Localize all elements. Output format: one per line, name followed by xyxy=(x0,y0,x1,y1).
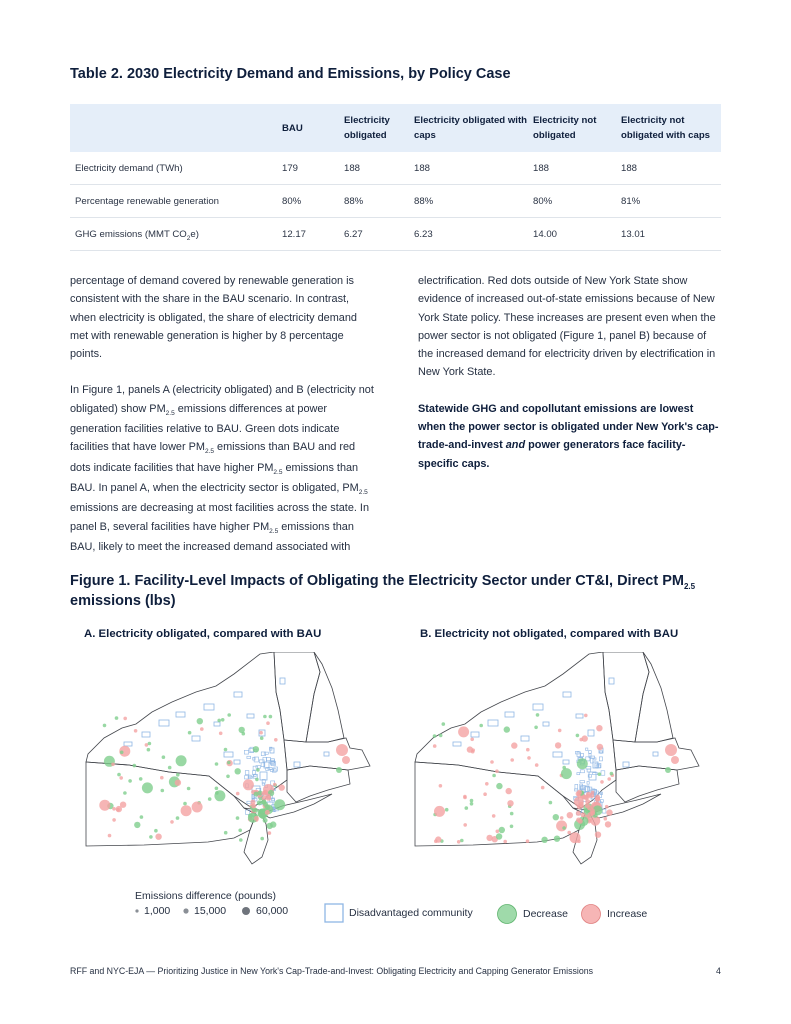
decrease-facility-dot xyxy=(260,814,265,819)
increase-facility-dot xyxy=(251,804,256,809)
decrease-facility-dot xyxy=(147,748,151,752)
decrease-facility-dot xyxy=(239,838,243,842)
disadvantaged-community xyxy=(609,678,614,684)
decrease-facility-dot xyxy=(139,777,143,781)
legend-increase: Increase xyxy=(580,903,647,925)
decrease-facility-dot xyxy=(215,762,219,766)
increase-facility-dot xyxy=(665,744,677,756)
decrease-facility-dot xyxy=(236,816,240,820)
increase-facility-dot xyxy=(457,840,461,844)
increase-facility-dot xyxy=(585,803,590,808)
decrease-facility-dot xyxy=(176,773,180,777)
disadvantaged-community xyxy=(260,772,267,780)
disadvantaged-community xyxy=(575,784,578,788)
decrease-facility-dot xyxy=(227,713,231,717)
massachusetts-outline xyxy=(284,738,370,770)
legend-size-60000: 60,000 xyxy=(240,905,288,917)
decrease-facility-dot xyxy=(117,773,121,777)
disadvantaged-community xyxy=(593,773,598,775)
increase-facility-dot xyxy=(134,729,138,733)
decrease-facility-dot xyxy=(562,826,566,830)
increase-facility-dot xyxy=(265,810,270,815)
decrease-facility-dot xyxy=(269,715,273,719)
decrease-facility-dot xyxy=(665,767,671,773)
table-header xyxy=(70,104,276,152)
disadvantaged-community xyxy=(224,752,233,757)
table-header: Electricity not obligated with caps xyxy=(615,104,721,152)
increase-facility-dot xyxy=(273,783,277,787)
decrease-facility-dot xyxy=(253,746,259,752)
decrease-facility-dot xyxy=(433,734,437,738)
disadvantaged-community xyxy=(653,752,658,756)
table-cell: 12.17 xyxy=(276,218,338,251)
decrease-facility-dot xyxy=(255,778,259,782)
increase-facility-dot xyxy=(604,817,608,821)
disadvantaged-community xyxy=(453,742,461,746)
decrease-facility-dot xyxy=(260,837,264,841)
decrease-facility-dot xyxy=(554,836,560,842)
increase-facility-dot xyxy=(463,823,467,827)
increase-facility-dot xyxy=(526,839,530,843)
decrease-facility-dot xyxy=(496,783,502,789)
increase-facility-dot xyxy=(254,816,259,821)
increase-facility-dot xyxy=(120,802,126,808)
disadvantaged-community xyxy=(214,722,220,726)
decrease-facility-dot xyxy=(128,779,132,783)
increase-facility-dot xyxy=(160,776,164,780)
massachusetts-outline xyxy=(613,738,699,770)
increase-facility-dot xyxy=(605,821,611,827)
disadvantaged-community xyxy=(580,770,584,773)
increase-facility-dot xyxy=(577,840,581,844)
increase-facility-dot xyxy=(268,831,272,835)
table-cell: 88% xyxy=(338,185,408,218)
table-cell: 6.23 xyxy=(408,218,527,251)
decrease-facility-dot xyxy=(224,831,228,835)
map-panel-a xyxy=(84,652,380,867)
decrease-facility-dot xyxy=(238,829,242,833)
table-cell: 188 xyxy=(338,152,408,185)
increase-facility-dot xyxy=(119,776,123,780)
decrease-facility-dot xyxy=(123,791,127,795)
table-cell: 188 xyxy=(527,152,615,185)
disadvantaged-community xyxy=(124,742,132,746)
decrease-facility-dot xyxy=(336,767,342,773)
increase-facility-dot xyxy=(503,840,507,844)
increase-facility-dot xyxy=(595,832,601,838)
decrease-facility-dot xyxy=(562,766,566,770)
decrease-facility-dot xyxy=(149,835,153,839)
decrease-facility-dot xyxy=(115,716,119,720)
disadvantaged-community xyxy=(247,756,251,758)
disadvantaged-community xyxy=(577,773,580,775)
disadvantaged-community xyxy=(471,732,479,737)
table-header: Electricity obligated xyxy=(338,104,408,152)
policy-case-table xyxy=(70,104,721,251)
decrease-facility-dot xyxy=(235,768,241,774)
increase-facility-dot xyxy=(558,729,562,733)
disadvantaged-community xyxy=(280,678,285,684)
decrease-facility-dot xyxy=(227,761,231,765)
disadvantaged-community xyxy=(244,750,248,754)
increase-facility-dot xyxy=(483,792,487,796)
legend-size-15000: 15,000 xyxy=(181,905,226,917)
decrease-facility-dot xyxy=(226,775,230,779)
disadvantaged-community xyxy=(533,704,543,710)
increase-facility-dot xyxy=(111,763,115,767)
increase-facility-dot xyxy=(579,738,583,742)
decrease-facility-dot xyxy=(445,808,449,812)
decrease-facility-dot xyxy=(549,801,553,805)
disadvantaged-community xyxy=(159,720,169,726)
disadvantaged-community xyxy=(234,760,240,764)
increase-facility-dot xyxy=(181,805,192,816)
table-cell: 81% xyxy=(615,185,721,218)
disadvantaged-community xyxy=(580,781,585,783)
increase-facility-dot xyxy=(490,760,494,764)
table-header: Electricity obligated with caps xyxy=(408,104,527,152)
panel-b-title: B. Electricity not obligated, compared with BAU xyxy=(420,628,679,640)
increase-facility-dot xyxy=(200,727,204,731)
page-number: 4 xyxy=(716,966,721,976)
decrease-facility-dot xyxy=(140,815,144,819)
table-cell: 13.01 xyxy=(615,218,721,251)
increase-facility-dot xyxy=(556,820,567,831)
disadvantaged-community xyxy=(576,751,580,754)
paragraph: percentage of demand covered by renewable generation is consistent with the share in the BAU scenario. In contrast, when electricity is obligated, the share of electricity demand met with renewable generation is higher by 8 percentage points. xyxy=(70,275,357,361)
increase-facility-dot xyxy=(435,836,441,842)
disadvantaged-community xyxy=(543,722,549,726)
increase-facility-dot xyxy=(600,780,604,784)
disadvantaged-community xyxy=(294,762,300,767)
right-column xyxy=(418,272,724,473)
disadvantaged-community xyxy=(176,712,185,717)
increase-facility-dot xyxy=(471,748,475,752)
increase-facility-dot xyxy=(274,738,278,742)
decrease-facility-dot xyxy=(214,790,225,801)
table-cell: 88% xyxy=(408,185,527,218)
increase-facility-dot xyxy=(175,780,181,786)
disadvantaged-community xyxy=(563,760,569,764)
table-row xyxy=(70,185,721,218)
decrease-facility-dot xyxy=(187,787,191,791)
increase-facility-dot xyxy=(576,791,581,796)
disadvantaged-community xyxy=(264,752,268,754)
decrease-facility-dot xyxy=(274,799,285,810)
decrease-facility-dot xyxy=(265,805,270,810)
decrease-facility-dot xyxy=(260,736,264,740)
decrease-facility-dot xyxy=(561,768,572,779)
decrease-facility-dot xyxy=(510,825,514,829)
disadvantaged-community xyxy=(587,781,589,784)
increase-facility-dot xyxy=(507,800,513,806)
size-dot-small-icon xyxy=(133,907,141,915)
table-cell: 188 xyxy=(408,152,527,185)
increase-facility-dot xyxy=(555,742,561,748)
ny-state-outline xyxy=(86,652,287,808)
table-cell: 80% xyxy=(527,185,615,218)
increase-facility-dot xyxy=(433,744,437,748)
pennsylvania-outline xyxy=(415,762,585,846)
community-square-icon xyxy=(324,903,344,923)
increase-facility-dot xyxy=(116,808,120,812)
disadvantaged-community xyxy=(324,752,329,756)
decrease-facility-dot xyxy=(577,758,588,769)
disadvantaged-community xyxy=(234,692,242,697)
increase-facility-dot xyxy=(606,809,612,815)
decrease-facility-dot xyxy=(183,802,187,806)
increase-facility-dot xyxy=(243,779,254,790)
decrease-facility-dot xyxy=(176,755,187,766)
increase-facility-dot xyxy=(574,797,584,807)
increase-facility-dot xyxy=(123,717,127,721)
decrease-facility-dot xyxy=(510,812,514,816)
decrease-facility-dot xyxy=(576,734,580,738)
map-panel-b xyxy=(413,652,709,867)
increase-dot-icon xyxy=(580,903,602,925)
decrease-facility-dot xyxy=(492,774,496,778)
increase-facility-dot xyxy=(506,788,512,794)
legend-size-1000: 1,000 xyxy=(133,905,170,917)
decrease-facility-dot xyxy=(142,782,153,793)
increase-facility-dot xyxy=(560,816,564,820)
decrease-dot-icon xyxy=(496,903,518,925)
decrease-facility-dot xyxy=(470,802,474,806)
increase-facility-dot xyxy=(511,742,517,748)
increase-facility-dot xyxy=(584,714,588,718)
decrease-facility-dot xyxy=(134,822,140,828)
increase-facility-dot xyxy=(170,820,174,824)
disadvantaged-community xyxy=(266,757,270,760)
decrease-facility-dot xyxy=(257,800,262,805)
row-label: Percentage renewable generation xyxy=(70,185,276,218)
legend-disadvantaged: Disadvantaged community xyxy=(324,903,473,923)
decrease-facility-dot xyxy=(242,732,246,736)
increase-facility-dot xyxy=(99,800,110,811)
disadvantaged-community xyxy=(204,704,214,710)
paragraph: electrification. Red dots outside of New York State show evidence of increased out-of-state emissions because of New York State policy. These increases are present even when the power sector is not obligated (Figure 1, panel B) because of the increased demand for electricity driven by electrification in New York State. xyxy=(418,275,716,379)
decrease-facility-dot xyxy=(217,719,221,723)
disadvantaged-community xyxy=(271,798,274,801)
table-cell: 14.00 xyxy=(527,218,615,251)
disadvantaged-community xyxy=(574,789,577,791)
decrease-facility-dot xyxy=(442,722,446,726)
decrease-facility-dot xyxy=(148,742,152,746)
decrease-facility-dot xyxy=(499,827,505,833)
increase-facility-dot xyxy=(567,831,571,835)
increase-facility-dot xyxy=(496,830,500,834)
decrease-facility-dot xyxy=(197,718,203,724)
table-header: Electricity not obligated xyxy=(527,104,615,152)
row-label: Electricity demand (TWh) xyxy=(70,152,276,185)
decrease-facility-dot xyxy=(479,724,483,728)
decrease-facility-dot xyxy=(439,734,443,738)
decrease-facility-dot xyxy=(470,799,474,803)
increase-facility-dot xyxy=(581,812,586,817)
disadvantaged-community xyxy=(245,771,249,775)
table-row xyxy=(70,218,721,251)
decrease-facility-dot xyxy=(460,839,464,843)
table-cell: 6.27 xyxy=(338,218,408,251)
increase-facility-dot xyxy=(492,814,496,818)
increase-facility-dot xyxy=(192,802,203,813)
increase-facility-dot xyxy=(261,791,266,796)
increase-facility-dot xyxy=(279,784,285,790)
left-column xyxy=(70,272,376,556)
disadvantaged-community xyxy=(488,720,498,726)
decrease-facility-dot xyxy=(168,766,172,770)
decrease-facility-dot xyxy=(161,789,165,793)
decrease-facility-dot xyxy=(465,806,469,810)
decrease-facility-dot xyxy=(221,718,225,722)
figure-title: Figure 1. Facility-Level Impacts of Obligating the Electricity Sector under CT&I, Direct $PM_{2.5}$ emissions (lbs) xyxy=(70,573,696,609)
increase-facility-dot xyxy=(434,806,445,817)
panel-a-title: A. Electricity obligated, compared with BAU xyxy=(84,628,322,640)
decrease-facility-dot xyxy=(598,772,602,776)
disadvantaged-community xyxy=(254,757,258,762)
disadvantaged-community xyxy=(261,752,265,756)
increase-facility-dot xyxy=(470,738,474,742)
disadvantaged-community xyxy=(588,730,594,736)
size-dot-medium-icon xyxy=(181,906,191,916)
increase-facility-dot xyxy=(266,721,270,725)
increase-facility-dot xyxy=(596,725,602,731)
decrease-facility-dot xyxy=(263,715,267,719)
table-cell: 188 xyxy=(615,152,721,185)
increase-facility-dot xyxy=(510,758,514,762)
legend-decrease: Decrease xyxy=(496,903,568,925)
new-hampshire-outline xyxy=(306,652,344,742)
decrease-facility-dot xyxy=(176,816,180,820)
disadvantaged-community xyxy=(599,757,602,761)
new-hampshire-outline xyxy=(635,652,673,742)
disadvantaged-community xyxy=(576,714,583,718)
increase-facility-dot xyxy=(155,834,161,840)
decrease-facility-dot xyxy=(133,764,137,768)
increase-facility-dot xyxy=(112,807,116,811)
increase-facility-dot xyxy=(342,756,350,764)
decrease-facility-dot xyxy=(610,772,614,776)
decrease-facility-dot xyxy=(162,755,166,759)
decrease-facility-dot xyxy=(215,787,219,791)
disadvantaged-community xyxy=(586,748,588,750)
increase-facility-dot xyxy=(671,756,679,764)
disadvantaged-community xyxy=(563,692,571,697)
increase-facility-dot xyxy=(112,818,116,822)
increase-facility-dot xyxy=(595,797,600,802)
disadvantaged-community xyxy=(553,752,562,757)
increase-facility-dot xyxy=(485,782,489,786)
increase-facility-dot xyxy=(535,763,539,767)
increase-facility-dot xyxy=(259,731,263,735)
increase-facility-dot xyxy=(219,732,223,736)
increase-facility-dot xyxy=(607,777,611,781)
increase-facility-dot xyxy=(590,808,595,813)
decrease-facility-dot xyxy=(120,751,124,755)
key-finding: Statewide GHG and copollutant emissions are lowest when the power sector is obligated under New York's cap-trade-and-invest and power generators face facility-specific caps. xyxy=(418,402,719,470)
increase-facility-dot xyxy=(527,756,531,760)
disadvantaged-community xyxy=(587,769,590,772)
disadvantaged-community xyxy=(600,792,602,795)
increase-facility-dot xyxy=(576,811,581,816)
legend-title: Emissions difference (pounds) xyxy=(135,890,277,902)
increase-facility-dot xyxy=(605,805,609,809)
disadvantaged-community xyxy=(192,736,200,741)
decrease-facility-dot xyxy=(256,768,260,772)
increase-facility-dot xyxy=(336,744,348,756)
table-cell: 80% xyxy=(276,185,338,218)
increase-facility-dot xyxy=(236,792,240,796)
decrease-facility-dot xyxy=(496,833,502,839)
decrease-facility-dot xyxy=(270,821,276,827)
decrease-facility-dot xyxy=(208,797,212,801)
ny-state-outline xyxy=(415,652,616,808)
decrease-facility-dot xyxy=(154,829,158,833)
decrease-facility-dot xyxy=(504,726,510,732)
decrease-facility-dot xyxy=(224,748,228,752)
disadvantaged-community xyxy=(623,762,629,767)
increase-facility-dot xyxy=(458,726,469,737)
disadvantaged-community xyxy=(601,771,605,775)
increase-facility-dot xyxy=(108,834,112,838)
disadvantaged-community xyxy=(505,712,514,717)
disadvantaged-community xyxy=(247,714,254,718)
table-title: Table 2. 2030 Electricity Demand and Emissions, by Policy Case xyxy=(70,66,511,82)
decrease-facility-dot xyxy=(103,724,107,728)
decrease-facility-dot xyxy=(534,726,538,730)
disadvantaged-community xyxy=(521,736,529,741)
size-dot-large-icon xyxy=(240,905,252,917)
disadvantaged-community xyxy=(588,751,591,754)
decrease-facility-dot xyxy=(541,837,547,843)
table-cell: 179 xyxy=(276,152,338,185)
decrease-facility-dot xyxy=(553,814,559,820)
increase-facility-dot xyxy=(463,795,467,799)
row-label: GHG emissions (MMT $CO_2e$) xyxy=(70,218,276,251)
increase-facility-dot xyxy=(567,812,573,818)
increase-facility-dot xyxy=(495,769,499,773)
increase-facility-dot xyxy=(526,748,530,752)
paragraph: In Figure 1, panels A (electricity obligated) and B (electricity not obligated) show $PM_{2.5}$ emissions differences at power generation facilities relative to BAU. Green dots indicate facilities that have lower $PM_{2.5}$ emissions than BAU and red dots indicate facilities that have higher $PM_{2.5}$ emissions than BAU. In panel A, when the electricity sector is obligated, $PM_{2.5}$ emissions are decreasing at most facilities across the state. In panel B, several facilities have higher $PM_{2.5}$ emissions than BAU, likely to meet the increased demand associated with xyxy=(70,384,374,553)
increase-facility-dot xyxy=(597,744,603,750)
table-header: BAU xyxy=(276,104,338,152)
table-row xyxy=(70,152,721,185)
footer-text: RFF and NYC-EJA — Prioritizing Justice in New York's Cap-Trade-and-Invest: Obligating Electricity and Capping Generator Emissions xyxy=(70,966,594,976)
disadvantaged-community xyxy=(142,732,150,737)
increase-facility-dot xyxy=(541,786,545,790)
decrease-facility-dot xyxy=(188,731,192,735)
increase-facility-dot xyxy=(439,784,443,788)
increase-facility-dot xyxy=(576,818,581,823)
decrease-facility-dot xyxy=(536,713,540,717)
disadvantaged-community xyxy=(590,758,592,763)
table-header-row xyxy=(70,104,721,152)
